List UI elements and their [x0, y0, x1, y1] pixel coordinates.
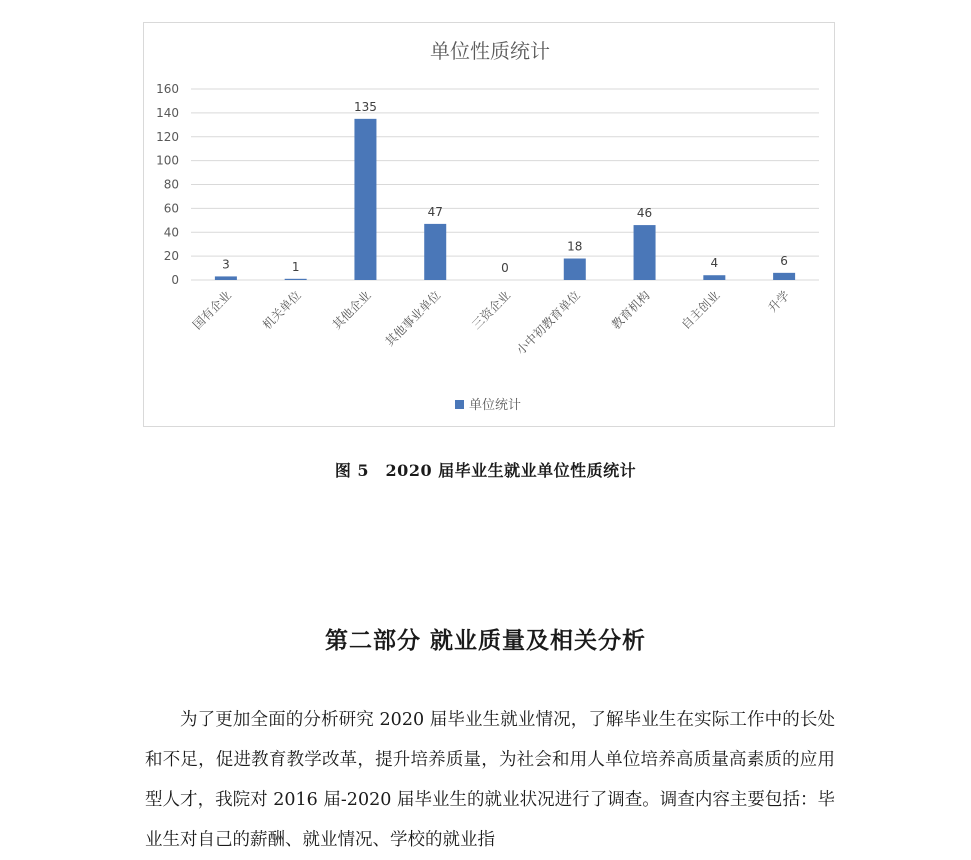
- data-label: 3: [222, 257, 230, 272]
- data-label: 18: [567, 239, 583, 254]
- category-label: 其他事业单位: [382, 288, 444, 350]
- y-tick-label: 60: [163, 201, 179, 216]
- y-tick-label: 100: [156, 153, 179, 168]
- bar: [564, 259, 586, 280]
- bar: [703, 275, 725, 280]
- data-label: 6: [780, 253, 788, 268]
- category-label: 自主创业: [678, 288, 723, 333]
- category-label: 国有企业: [190, 288, 235, 333]
- chart-title: 单位性质统计: [430, 39, 550, 63]
- y-tick-label: 140: [156, 105, 179, 120]
- legend-swatch: [455, 400, 464, 409]
- bar: [354, 119, 376, 280]
- body-paragraph: 为了更加全面的分析研究 2020 届毕业生就业情况，了解毕业生在实际工作中的长处和不足，促进教育教学改革，提升培养质量，为社会和用人单位培养高质量高素质的应用型人才，我院对 2016 届-2020 届毕业生的就业状况进行了调查。调查内容主要包括：毕业生对自己的薪酬、就业情况、学校的就业指: [145, 710, 835, 850]
- bar: [424, 224, 446, 280]
- bar: [215, 276, 237, 280]
- bar: [285, 279, 307, 280]
- category-label: 教育机构: [608, 288, 653, 333]
- y-tick-label: 160: [156, 82, 179, 96]
- data-label: 135: [353, 99, 377, 114]
- y-tick-label: 40: [163, 225, 179, 240]
- category-label: 升学: [765, 288, 793, 316]
- category-label: 小中初教育单位: [513, 288, 583, 358]
- y-tick-label: 20: [163, 249, 179, 264]
- bar-chart: [143, 22, 835, 427]
- data-label: 47: [427, 204, 443, 219]
- category-label: 机关单位: [259, 288, 304, 333]
- data-label: 4: [710, 256, 719, 271]
- data-label: 0: [501, 261, 509, 275]
- chart-svg: [144, 23, 836, 428]
- y-tick-label: 120: [156, 129, 179, 144]
- y-tick-label: 80: [163, 177, 179, 192]
- section-title: 第二部分 就业质量及相关分析: [324, 627, 646, 654]
- bar: [773, 273, 795, 280]
- y-tick-label: 0: [171, 273, 179, 287]
- category-label: 其他企业: [329, 288, 374, 333]
- legend-label: 单位统计: [469, 398, 522, 413]
- bar: [634, 225, 656, 280]
- category-label: 三资企业: [469, 288, 514, 333]
- figure-caption: 图 5 2020 届毕业生就业单位性质统计: [334, 461, 637, 480]
- data-label: 46: [636, 206, 653, 221]
- data-label: 1: [291, 259, 300, 274]
